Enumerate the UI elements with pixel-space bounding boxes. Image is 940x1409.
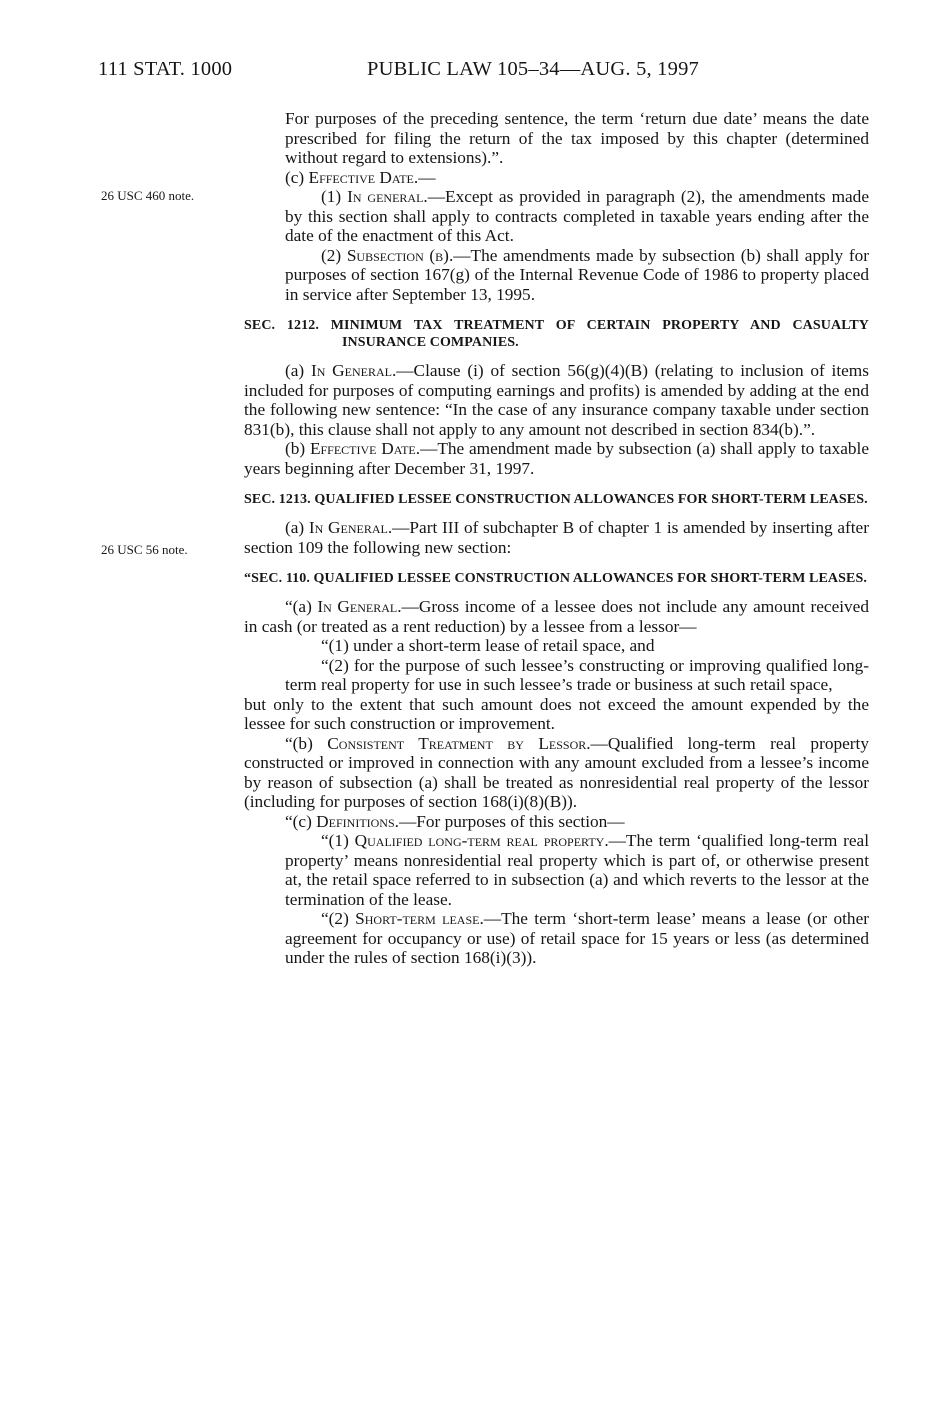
tail: .— <box>413 167 436 187</box>
label: (a) <box>285 361 311 380</box>
heading: In General <box>317 597 398 616</box>
heading: In General <box>310 361 392 380</box>
text: .—For purposes of this section— <box>394 811 625 831</box>
heading: Effective Date <box>308 167 414 187</box>
section-110-a-1: “(1) under a short-term lease of retail space, and <box>321 636 655 655</box>
section-110-a-2: “(2) for the purpose of such lessee’s constructing or improving qualified long-term real property for use in such lessee’s trade or business at such retail space, <box>285 655 869 694</box>
text: .—Qualified long-term real property constructed or improved in connection with any amount excluded from a lessee’s income by reason of subsection (a) shall be treated as nonresidential real property of the lessor (including for purposes of section 168(i)(8)(B)). <box>244 733 869 811</box>
section-110-c-1 <box>244 831 869 909</box>
paragraph-c1 <box>244 187 869 246</box>
section-1213-a <box>244 518 869 557</box>
text: .—Part III of subchapter B of chapter 1 is amended by inserting after section 109 the following new section: <box>244 518 869 557</box>
section-110-b <box>244 734 869 812</box>
heading: Definitions <box>316 811 395 831</box>
heading: Consistent Treatment by Lessor <box>327 733 587 753</box>
text: .—The amendment made by subsection (a) shall apply to taxable years beginning after December 31, 1997. <box>244 439 869 478</box>
section-1212-heading: SEC. 1212. MINIMUM TAX TREATMENT OF CERTAIN PROPERTY AND CASUALTY INSURANCE COMPANIES. <box>244 318 869 350</box>
subsection-c-effective-date <box>244 168 869 188</box>
section-110-a-tail: but only to the extent that such amount does not exceed the amount expended by the lessee for such construction or improvement. <box>244 694 869 733</box>
stat-page-number: 111 STAT. 1000 <box>98 58 233 80</box>
section-1213-heading: SEC. 1213. QUALIFIED LESSEE CONSTRUCTION ALLOWANCES FOR SHORT-TERM LEASES. <box>244 492 868 507</box>
label: “(b) <box>285 733 328 753</box>
page-body <box>244 109 869 968</box>
heading: Subsection (b) <box>346 245 449 265</box>
public-law-title: PUBLIC LAW 105–34—AUG. 5, 1997 <box>367 58 699 80</box>
text: .—Clause (i) of section 56(g)(4)(B) (relating to inclusion of items included for purposes of computing earnings and profits) is amended by adding at the end the following new sentence: “In the case of any insurance company taxable under section 831(b), this clause shall not apply to any amount not described in section 834(b).”. <box>244 361 869 439</box>
text: .—Gross income of a lessee does not include any amount received in cash (or treated as a rent reduction) by a lessee from a lessor— <box>244 597 869 636</box>
label: (b) <box>285 439 310 458</box>
page-header <box>0 58 940 90</box>
label: (a) <box>285 518 309 537</box>
section-110-c-2 <box>244 909 869 968</box>
text: .—Except as provided in paragraph (2), the amendments made by this section shall apply to contracts completed in taxable years ending after the date of the enactment of this Act. <box>285 187 869 245</box>
margin-note-460: 26 USC 460 note. <box>101 188 195 203</box>
section-110-a <box>244 597 869 636</box>
section-110-heading: “SEC. 110. QUALIFIED LESSEE CONSTRUCTION ALLOWANCES FOR SHORT-TERM LEASES. <box>244 571 867 586</box>
paragraph-c2 <box>244 246 869 305</box>
label: “(a) <box>285 597 318 616</box>
label: (c) <box>285 167 309 187</box>
label: “(2) <box>321 909 356 928</box>
label: (1) <box>321 187 348 206</box>
text: .—The term ‘qualified long-term real property’ means nonresidential real property which is part of, or otherwise present at, the retail space referred to in subsection (a) and which reverts to the lessor at the termination of the lease. <box>285 831 869 909</box>
label: “(1) <box>321 831 355 850</box>
label: “(c) <box>285 811 317 831</box>
section-1212-a <box>244 361 869 439</box>
heading: In General <box>308 518 388 537</box>
heading: In general <box>347 187 424 206</box>
label: (2) <box>321 245 347 265</box>
heading: Effective Date <box>309 439 416 458</box>
text: .—The amendments made by subsection (b) shall apply for purposes of section 167(g) of the Internal Revenue Code of 1986 to property placed in service after September 13, 1995. <box>285 245 869 304</box>
margin-note-56: 26 USC 56 note. <box>101 542 188 557</box>
section-1212-b <box>244 439 869 478</box>
text: .—The term ‘short-term lease’ means a lease (or other agreement for occupancy or use) of retail space for 15 years or less (as determined under the rules of section 168(i)(3)). <box>285 909 869 967</box>
heading: Short-term lease <box>355 909 480 928</box>
section-110-c <box>244 812 869 832</box>
paragraph-return-due-date: For purposes of the preceding sentence, the term ‘return due date’ means the date prescribed for filing the return of the tax imposed by this chapter (determined without regard to extensions).”. <box>285 109 869 167</box>
heading: Qualified long-term real property <box>354 831 605 850</box>
